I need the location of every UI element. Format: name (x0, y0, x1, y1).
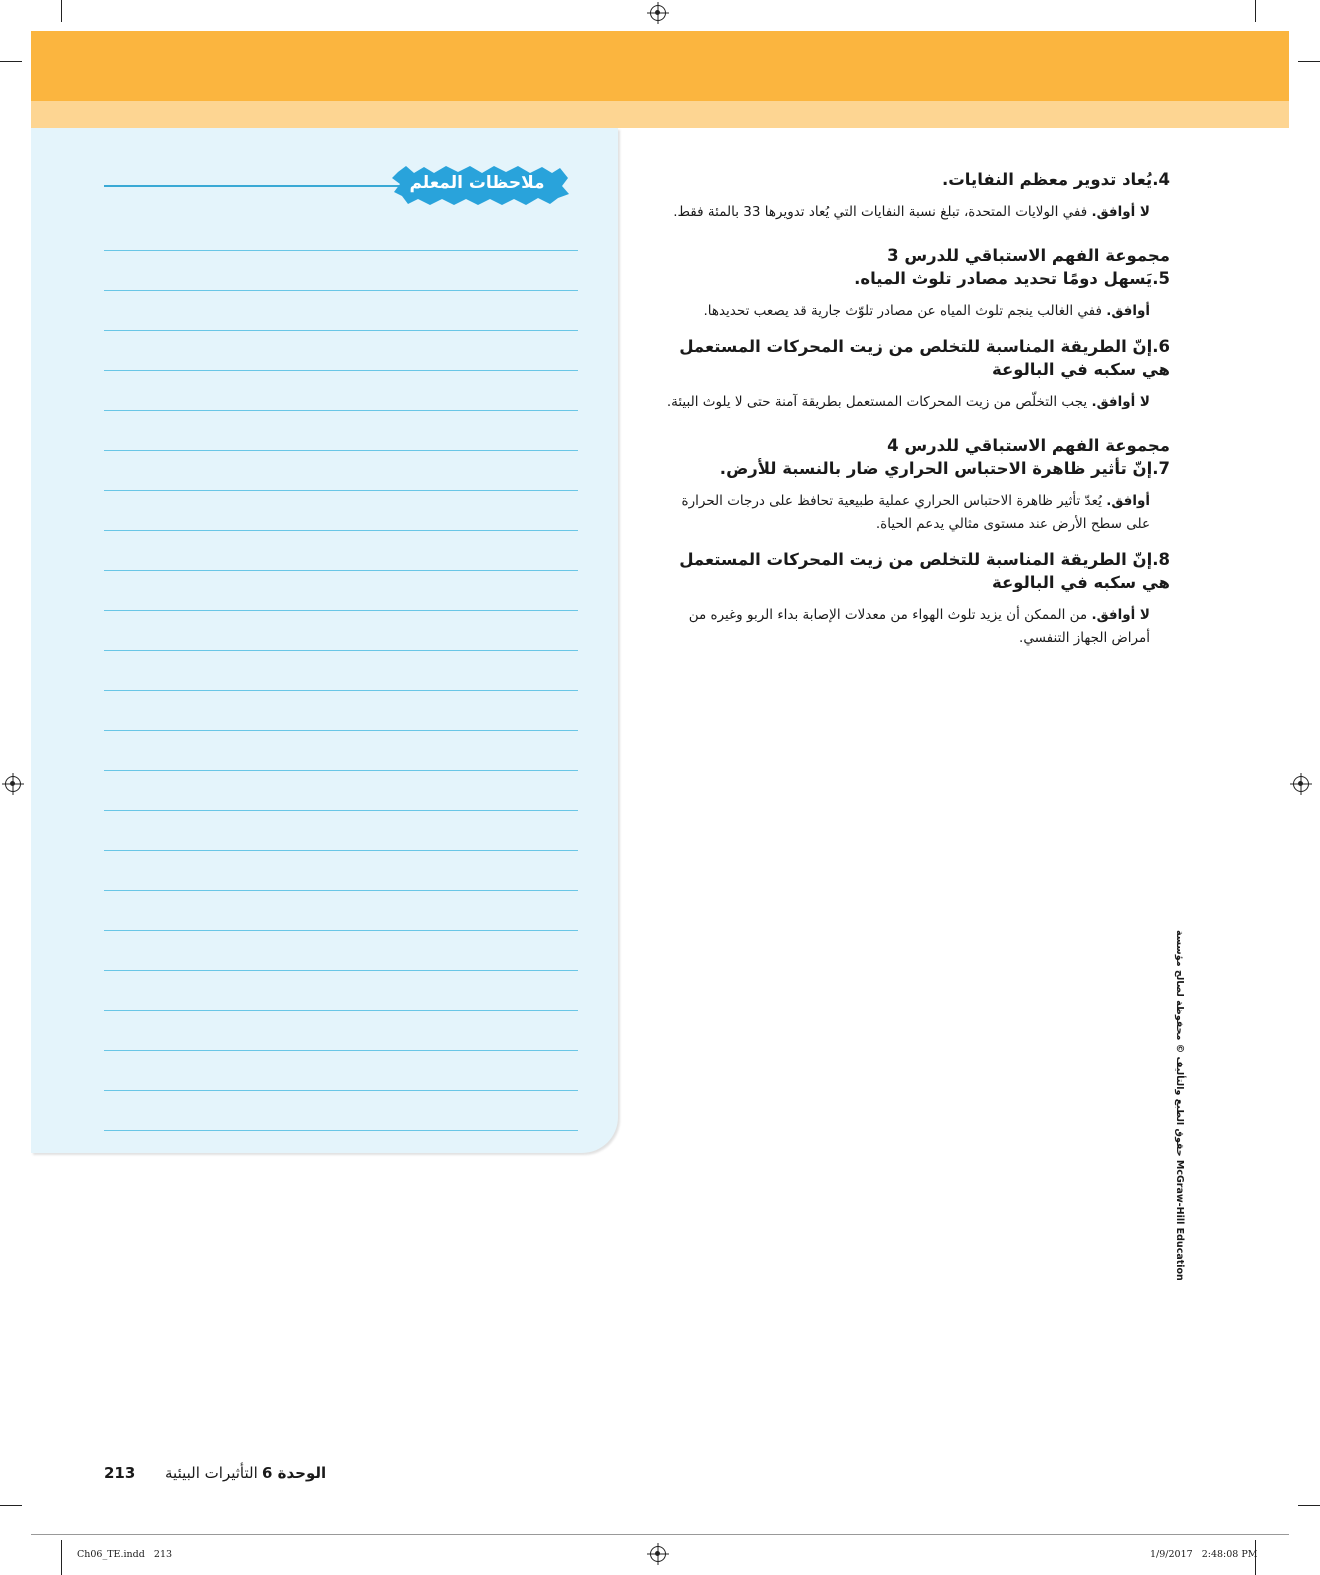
crop-mark (61, 1540, 62, 1575)
note-line (104, 330, 578, 331)
group-heading-3: مجموعة الفهم الاستباقي للدرس 3 (887, 246, 1170, 265)
answer-8 (655, 604, 1170, 650)
notes-header-rule (104, 185, 404, 187)
copyright-credit: حقوق الطبع والتأليف © محفوظة لصالح مؤسسة McGraw-Hill Education (1174, 930, 1185, 1281)
question-8: 8.إنّ الطريقة المناسبة للتخلص من زيت المحركات المستعمل هي سكبه في البالوعة (679, 550, 1170, 592)
header-band (31, 31, 1289, 101)
unit-title: التأثيرات البيئية (165, 1464, 258, 1482)
answer-label: لا أوافق. (1091, 394, 1150, 410)
note-line (104, 570, 578, 571)
answer-6 (655, 391, 1170, 414)
crop-mark (61, 0, 62, 22)
crop-mark (1298, 61, 1320, 62)
teacher-notes-panel (31, 128, 618, 1153)
note-line (104, 970, 578, 971)
answer-content (655, 168, 1170, 662)
note-line (104, 890, 578, 891)
question-5: 5.يَسهل دومًا تحديد مصادر تلوث المياه. (854, 269, 1170, 288)
crop-mark (1298, 1505, 1320, 1506)
header-subband (31, 101, 1289, 128)
question-6: 6.إنّ الطريقة المناسبة للتخلص من زيت المحركات المستعمل هي سكبه في البالوعة (679, 337, 1170, 379)
answer-text: يجب التخلّص من زيت المحركات المستعمل بطريقة آمنة حتى لا يلوث البيئة. (666, 394, 1092, 410)
note-line (104, 1090, 578, 1091)
note-line (104, 850, 578, 851)
note-line (104, 1010, 578, 1011)
answer-4 (655, 201, 1170, 224)
answer-text: ففي الولايات المتحدة، تبلغ نسبة النفايات التي يُعاد تدويرها 33 بالمئة فقط. (673, 204, 1092, 220)
answer-label: لا أوافق. (1091, 607, 1150, 623)
slug-filename: Ch06_TE.indd 213 (77, 1549, 173, 1560)
note-line (104, 770, 578, 771)
answer-label: أوافق. (1106, 493, 1150, 509)
registration-mark-icon (650, 1546, 666, 1562)
group-heading-4: مجموعة الفهم الاستباقي للدرس 4 (887, 436, 1170, 455)
answer-label: أوافق. (1106, 303, 1150, 319)
note-line (104, 610, 578, 611)
answer-text: من الممكن أن يزيد تلوث الهواء من معدلات الإصابة بداء الربو وغيره من أمراض الجهاز التنفسي. (688, 607, 1150, 646)
slug-rule (31, 1534, 1289, 1535)
note-line (104, 650, 578, 651)
answer-5 (655, 300, 1170, 323)
note-line (104, 1130, 578, 1131)
note-line (104, 250, 578, 251)
note-line (104, 1050, 578, 1051)
registration-mark-icon (5, 776, 21, 792)
slug-timestamp: 1/9/2017 2:48:08 PM (1150, 1549, 1258, 1560)
unit-label: الوحدة 6 (262, 1464, 327, 1482)
registration-mark-icon (1293, 776, 1309, 792)
note-line (104, 930, 578, 931)
page-number: 213 (104, 1464, 136, 1482)
answer-7 (655, 490, 1170, 536)
question-7: 7.إنّ تأثير ظاهرة الاحتباس الحراري ضار بالنسبة للأرض. (719, 459, 1170, 478)
note-line (104, 410, 578, 411)
crop-mark (0, 1505, 22, 1506)
note-line (104, 690, 578, 691)
note-line (104, 730, 578, 731)
note-line (104, 450, 578, 451)
answer-text: يُعدّ تأثير ظاهرة الاحتباس الحراري عملية طبيعية تحافظ على درجات الحرارة على سطح الأرض عند مستوى مثالي يدعم الحياة. (681, 493, 1150, 532)
crop-mark (0, 61, 22, 62)
teacher-notes-title: ملاحظات المعلم (409, 173, 545, 193)
question-4: 4.يُعاد تدوير معظم النفايات. (941, 170, 1170, 189)
note-line (104, 290, 578, 291)
note-line (104, 490, 578, 491)
note-line (104, 370, 578, 371)
crop-mark (1255, 0, 1256, 22)
note-line (104, 530, 578, 531)
answer-label: لا أوافق. (1091, 204, 1150, 220)
answer-text: ففي الغالب ينجم تلوث المياه عن مصادر تلوّث جارية قد يصعب تحديدها. (703, 303, 1107, 319)
note-line (104, 810, 578, 811)
registration-mark-icon (650, 5, 666, 21)
